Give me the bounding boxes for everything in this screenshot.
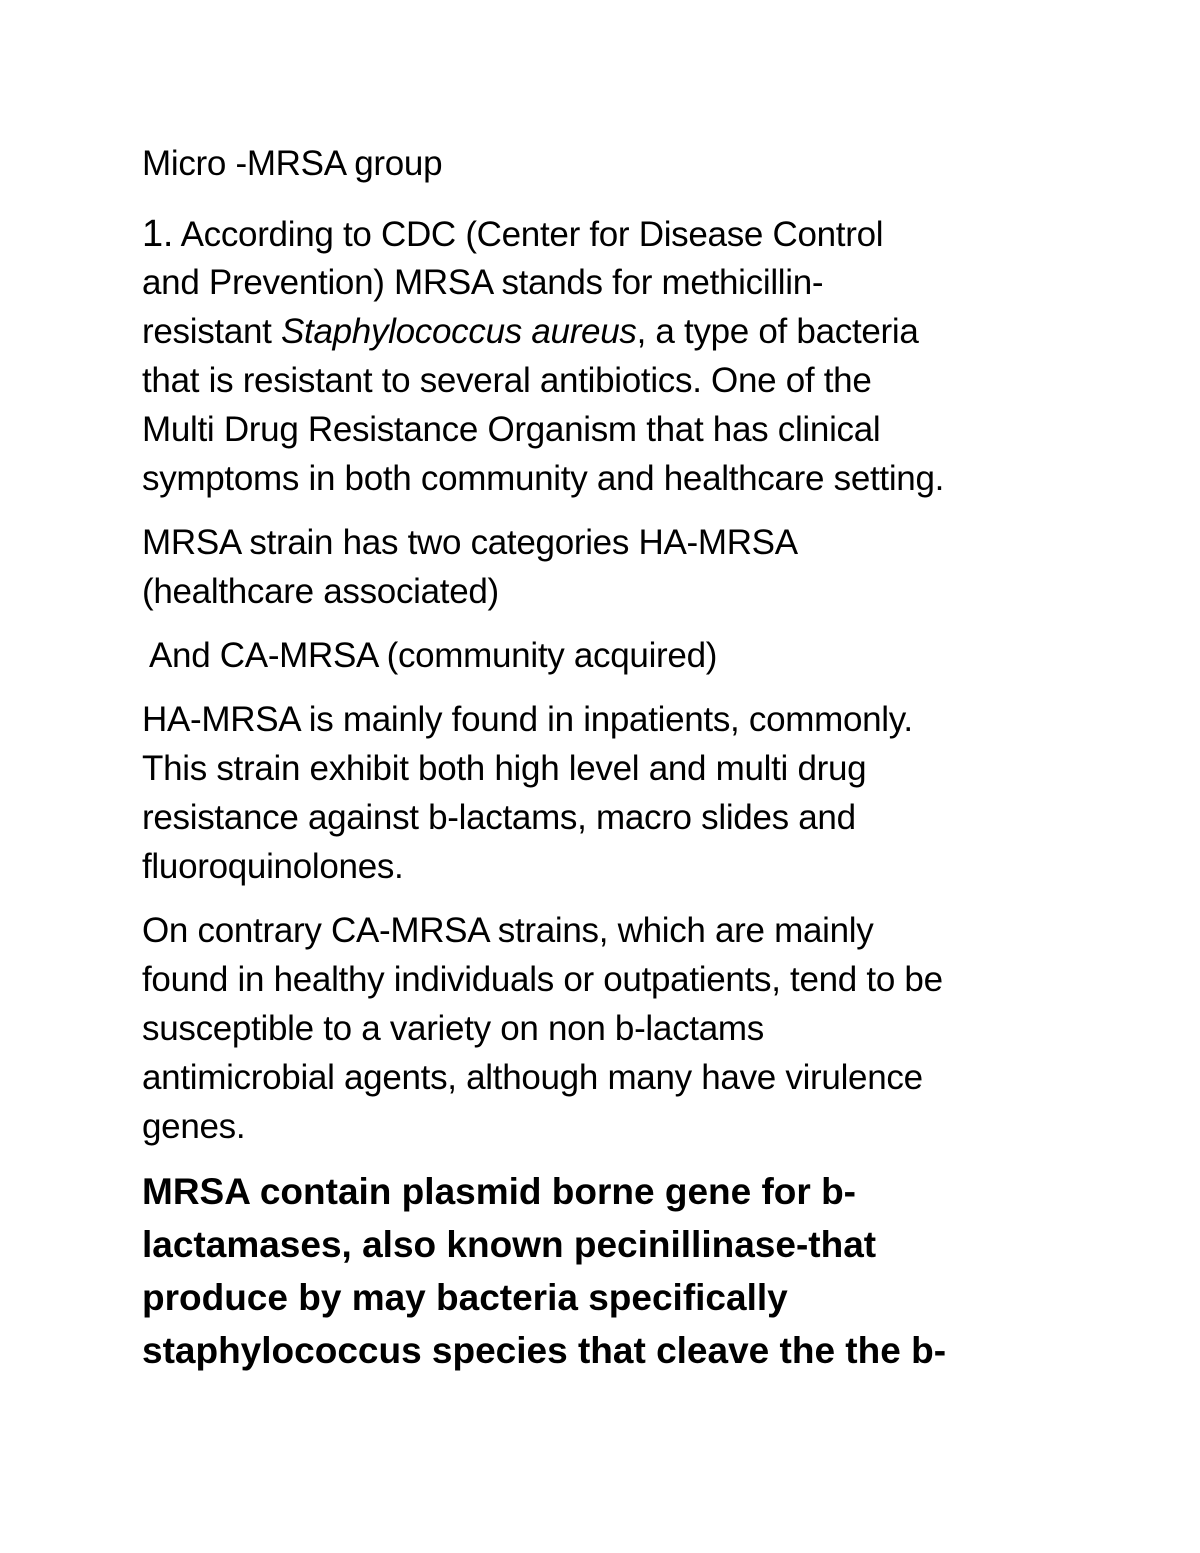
paragraph-4-line-2: This strain exhibit both high level and multi drug	[142, 749, 867, 788]
document-title: Micro -MRSA group	[142, 144, 443, 183]
paragraph-5-line-5: genes.	[142, 1107, 246, 1146]
species-name-italic: Staphylococcus aureus	[281, 312, 637, 351]
paragraph-1-line-3-pre: resistant	[142, 312, 281, 351]
paragraph-4-line-4: fluoroquinolones.	[142, 847, 404, 886]
paragraph-5-line-2: found in healthy individuals or outpatients, tend to be	[142, 960, 943, 999]
paragraph-6-line-4: staphylococcus species that cleave the the b-	[142, 1330, 947, 1371]
paragraph-1-line-6: symptoms in both community and healthcare setting.	[142, 459, 945, 498]
paragraph-number: 1.	[142, 213, 174, 255]
paragraph-5-line-4: antimicrobial agents, although many have virulence	[142, 1058, 923, 1097]
paragraph-1-line-3-post: , a type of bacteria	[636, 312, 919, 351]
paragraph-1-line-5: Multi Drug Resistance Organism that has clinical	[142, 410, 881, 449]
paragraph-6-line-1: MRSA contain plasmid borne gene for b-	[142, 1171, 857, 1212]
paragraph-4-line-1: HA-MRSA is mainly found in inpatients, commonly.	[142, 700, 913, 739]
paragraph-3-line-1: And CA-MRSA (community acquired)	[149, 636, 718, 675]
paragraph-5-line-3: susceptible to a variety on non b-lactams	[142, 1009, 764, 1048]
paragraph-2-line-1: MRSA strain has two categories HA-MRSA	[142, 523, 798, 562]
paragraph-6-line-3: produce by may bacteria specifically	[142, 1277, 788, 1318]
paragraph-1-line-3	[142, 312, 919, 352]
paragraph-1-line-4: that is resistant to several antibiotics. One of the	[142, 361, 872, 400]
paragraph-1-line-1-text: According to CDC (Center for Disease Control	[173, 215, 884, 254]
paragraph-1-line-1	[142, 214, 883, 255]
paragraph-1-line-2: and Prevention) MRSA stands for methicillin-	[142, 263, 824, 302]
paragraph-4-line-3: resistance against b-lactams, macro slides and	[142, 798, 856, 837]
paragraph-2-line-2: (healthcare associated)	[142, 572, 499, 611]
paragraph-5-line-1: On contrary CA-MRSA strains, which are mainly	[142, 911, 874, 950]
paragraph-6-line-2: lactamases, also known pecinillinase-that	[142, 1224, 877, 1265]
